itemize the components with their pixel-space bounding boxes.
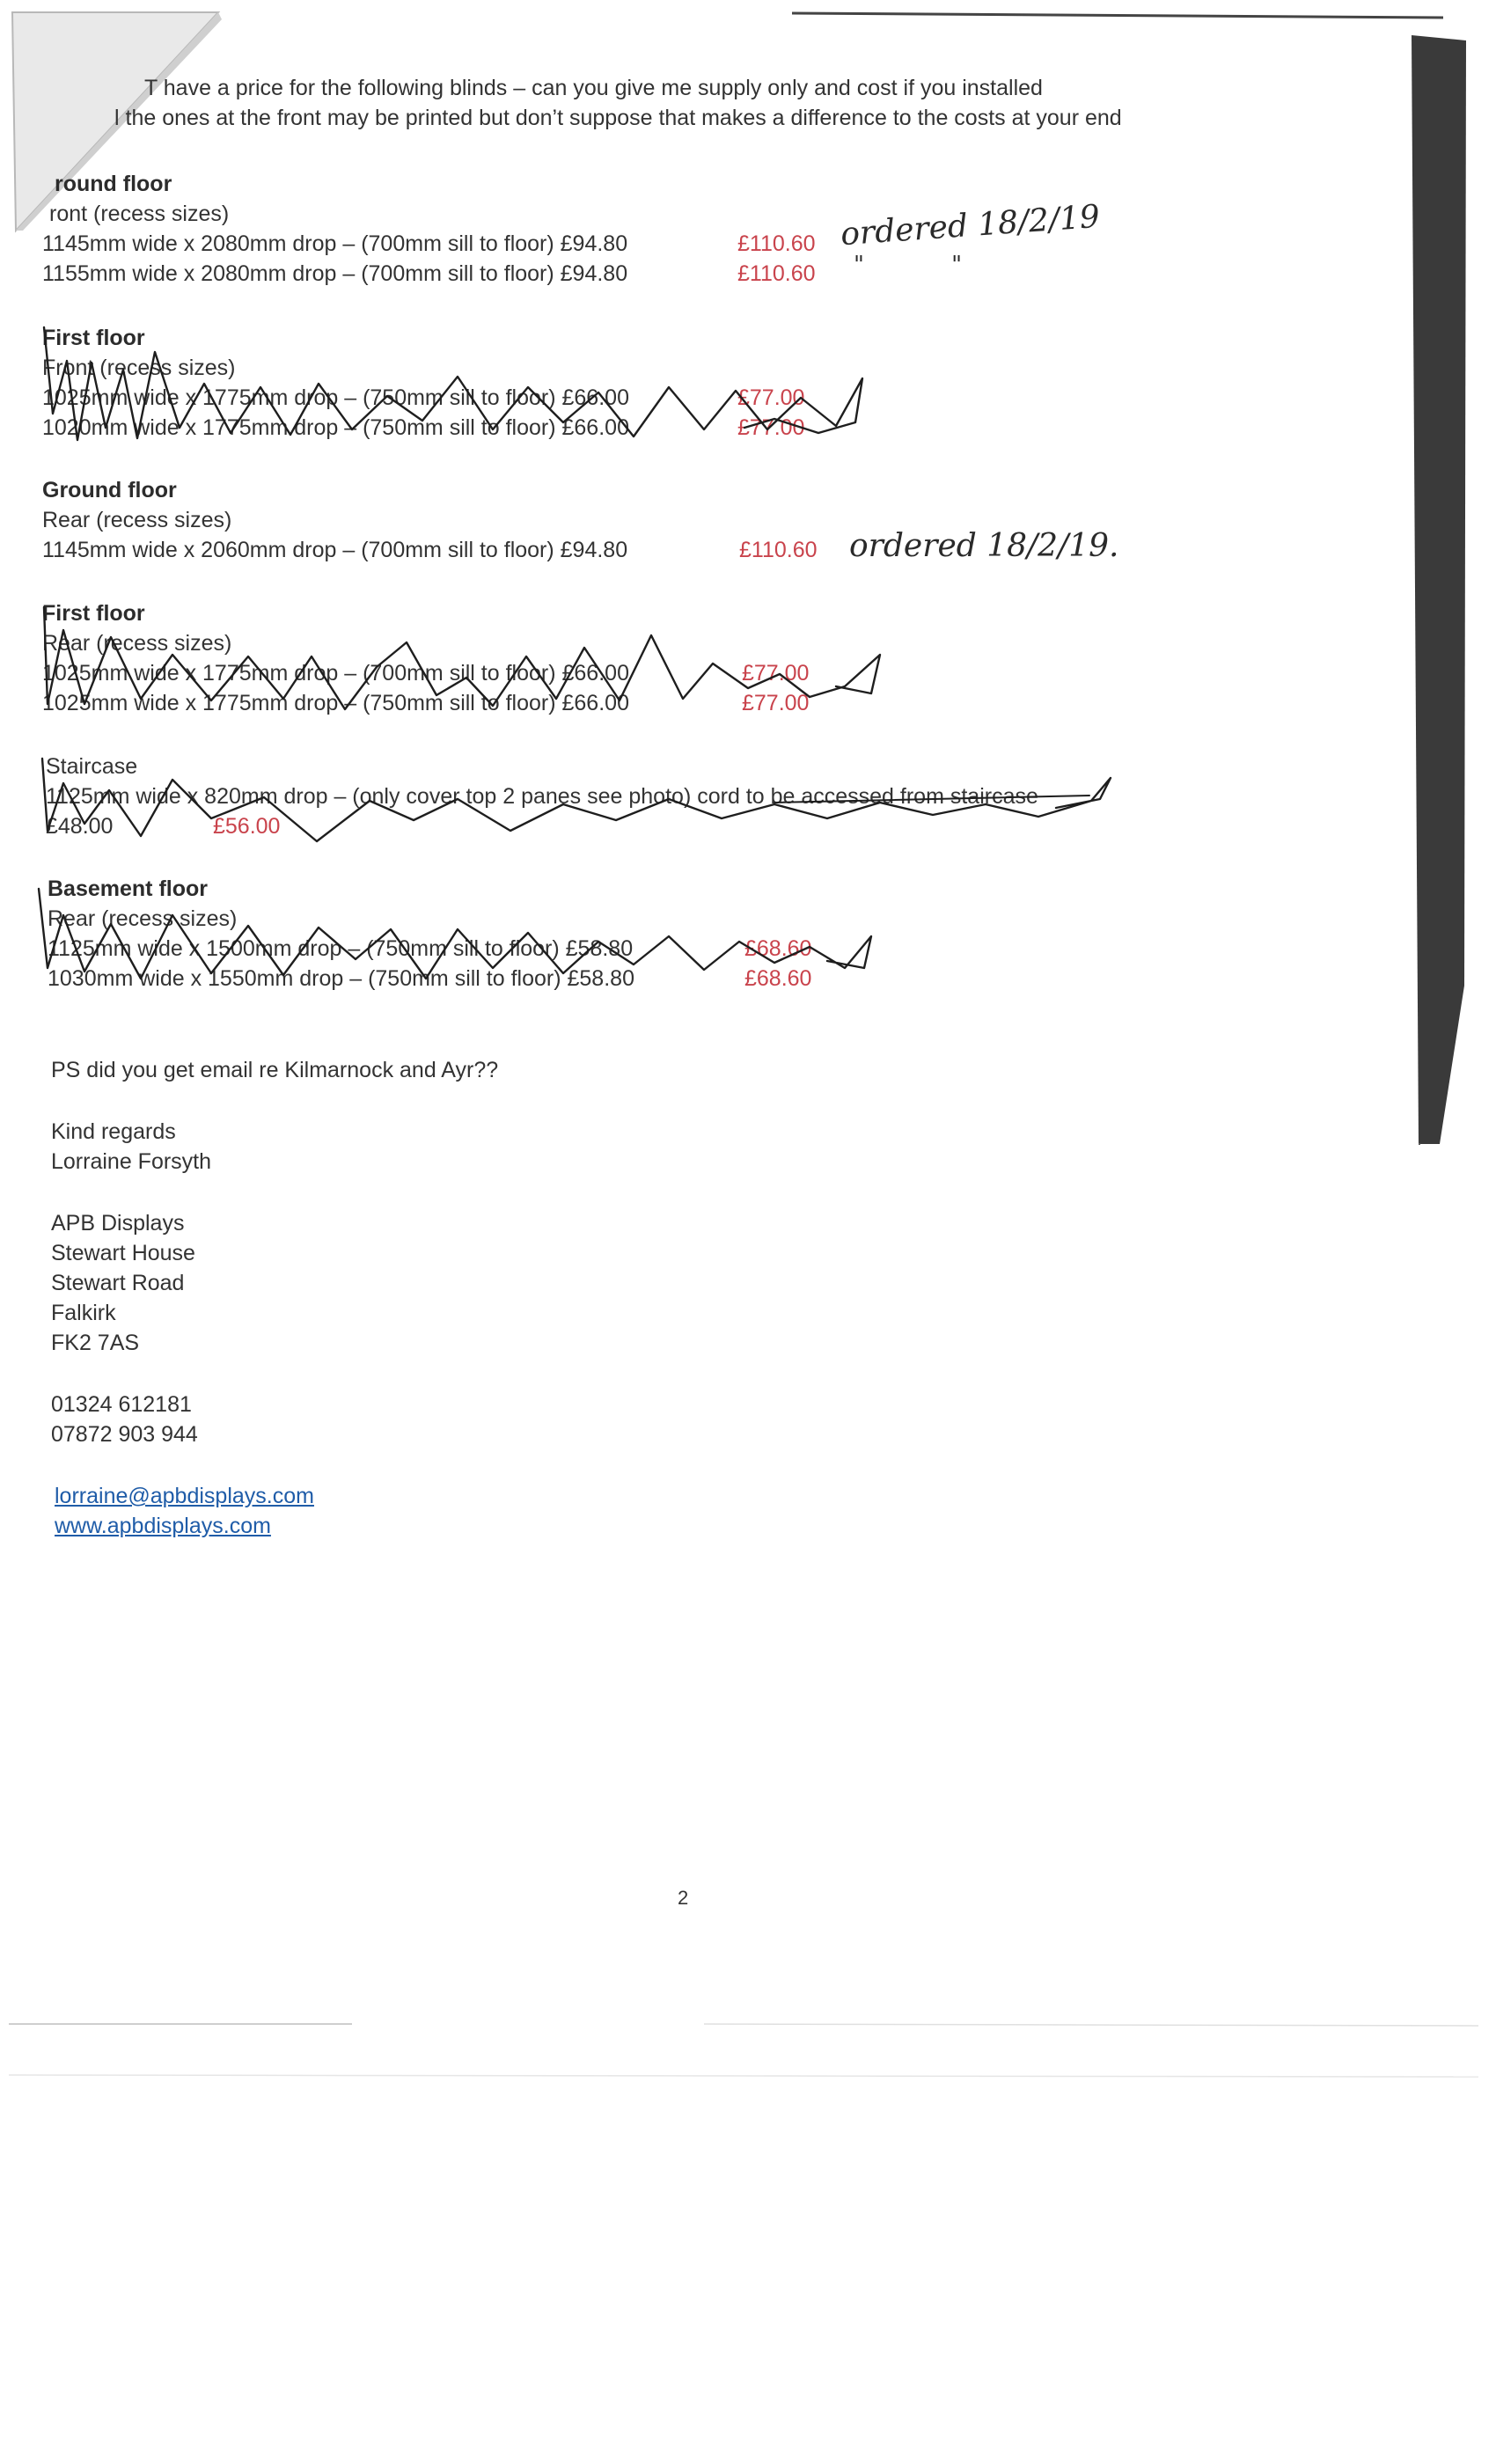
address-town: Falkirk [51,1301,116,1325]
section-5-item-2: £48.00 [46,814,114,839]
address-building: Stewart House [51,1241,195,1265]
section-3-item-1-price: £110.60 [739,538,818,562]
phone-landline: 01324 612181 [51,1392,192,1417]
section-1-item-2: 1155mm wide x 2080mm drop – (700mm sill to floor) £94.80 [42,261,628,286]
section-6-subtitle: Rear (recess sizes) [48,906,238,931]
intro-line-1: T have a price for the following blinds – can you give me supply only and cost if you installed [144,76,1043,100]
section-2-item-1-price: £77.00 [737,385,805,410]
section-1-subtitle: ront (recess sizes) [49,202,230,226]
website-link[interactable]: www.apbdisplays.com [55,1514,271,1538]
section-1-item-2-price: £110.60 [737,261,816,286]
section-3-subtitle: Rear (recess sizes) [42,508,232,532]
address-postcode: FK2 7AS [51,1331,140,1355]
section-6-title: Basement floor [48,876,208,901]
scribble-first-floor-rear [44,607,880,709]
page-number: 2 [678,1887,689,1909]
section-4-title: First floor [42,601,145,626]
section-5-item-2-price: £56.00 [213,814,281,839]
ps-line: PS did you get email re Kilmarnock and Ayr?? [51,1058,499,1082]
section-6-item-2-price: £68.60 [744,966,812,991]
section-3-item-1: 1145mm wide x 2060mm drop – (700mm sill to floor) £94.80 [42,538,628,562]
section-1-item-1-price: £110.60 [737,231,816,256]
section-5-item-1: 1125mm wide x 820mm drop – (only cover top 2 panes see photo) cord to be accessed from staircase [46,784,1038,809]
section-3-title: Ground floor [42,478,177,502]
email-link[interactable]: lorraine@apbdisplays.com [55,1484,314,1508]
scribble-first-floor-front [44,327,862,440]
address-street: Stewart Road [51,1271,185,1295]
section-3-item-1-note: ordered 18/2/19. [849,528,1119,564]
section-2-item-2-price: £77.00 [737,415,805,440]
section-4-item-1: 1025mm wide x 1775mm drop – (700mm sill to floor) £66.00 [42,661,629,686]
section-1-item-1: 1145mm wide x 2080mm drop – (700mm sill to floor) £94.80 [42,231,628,256]
section-2-item-1: 1025mm wide x 1775mm drop – (750mm sill to floor) £66.00 [42,385,629,410]
strike-staircase-tail [774,796,1089,803]
section-4-item-2-price: £77.00 [742,691,810,715]
section-1-title: round floor [55,172,172,196]
section-4-subtitle: Rear (recess sizes) [42,631,232,656]
kind-regards: Kind regards [51,1119,176,1144]
section-2-title: First floor [42,326,145,350]
section-6-item-1-price: £68.60 [744,936,812,961]
section-6-item-1: 1125mm wide x 1500mm drop – (750mm sill to floor) £58.80 [48,936,634,961]
signer-name: Lorraine Forsyth [51,1149,212,1174]
section-4-item-2: 1025mm wide x 1775mm drop – (750mm sill to floor) £66.00 [42,691,629,715]
section-4-item-1-price: £77.00 [742,661,810,686]
section-5-title: Staircase [46,754,138,779]
section-6-item-2: 1030mm wide x 1550mm drop – (750mm sill to floor) £58.80 [48,966,634,991]
phone-mobile: 07872 903 944 [51,1422,198,1447]
section-1-item-1-note: ordered 18/2/19 [839,198,1102,253]
address-company: APB Displays [51,1211,185,1236]
section-2-item-2: 1020mm wide x 1775mm drop – (750mm sill to floor) £66.00 [42,415,629,440]
scribble-staircase [42,759,1111,841]
section-2-subtitle: Front (recess sizes) [42,356,236,380]
intro-line-2: l the ones at the front may be printed but don’t suppose that makes a difference to the costs at your end [114,106,1122,130]
section-1-item-2-note: " " [854,252,963,278]
scribble-basement [39,889,871,979]
